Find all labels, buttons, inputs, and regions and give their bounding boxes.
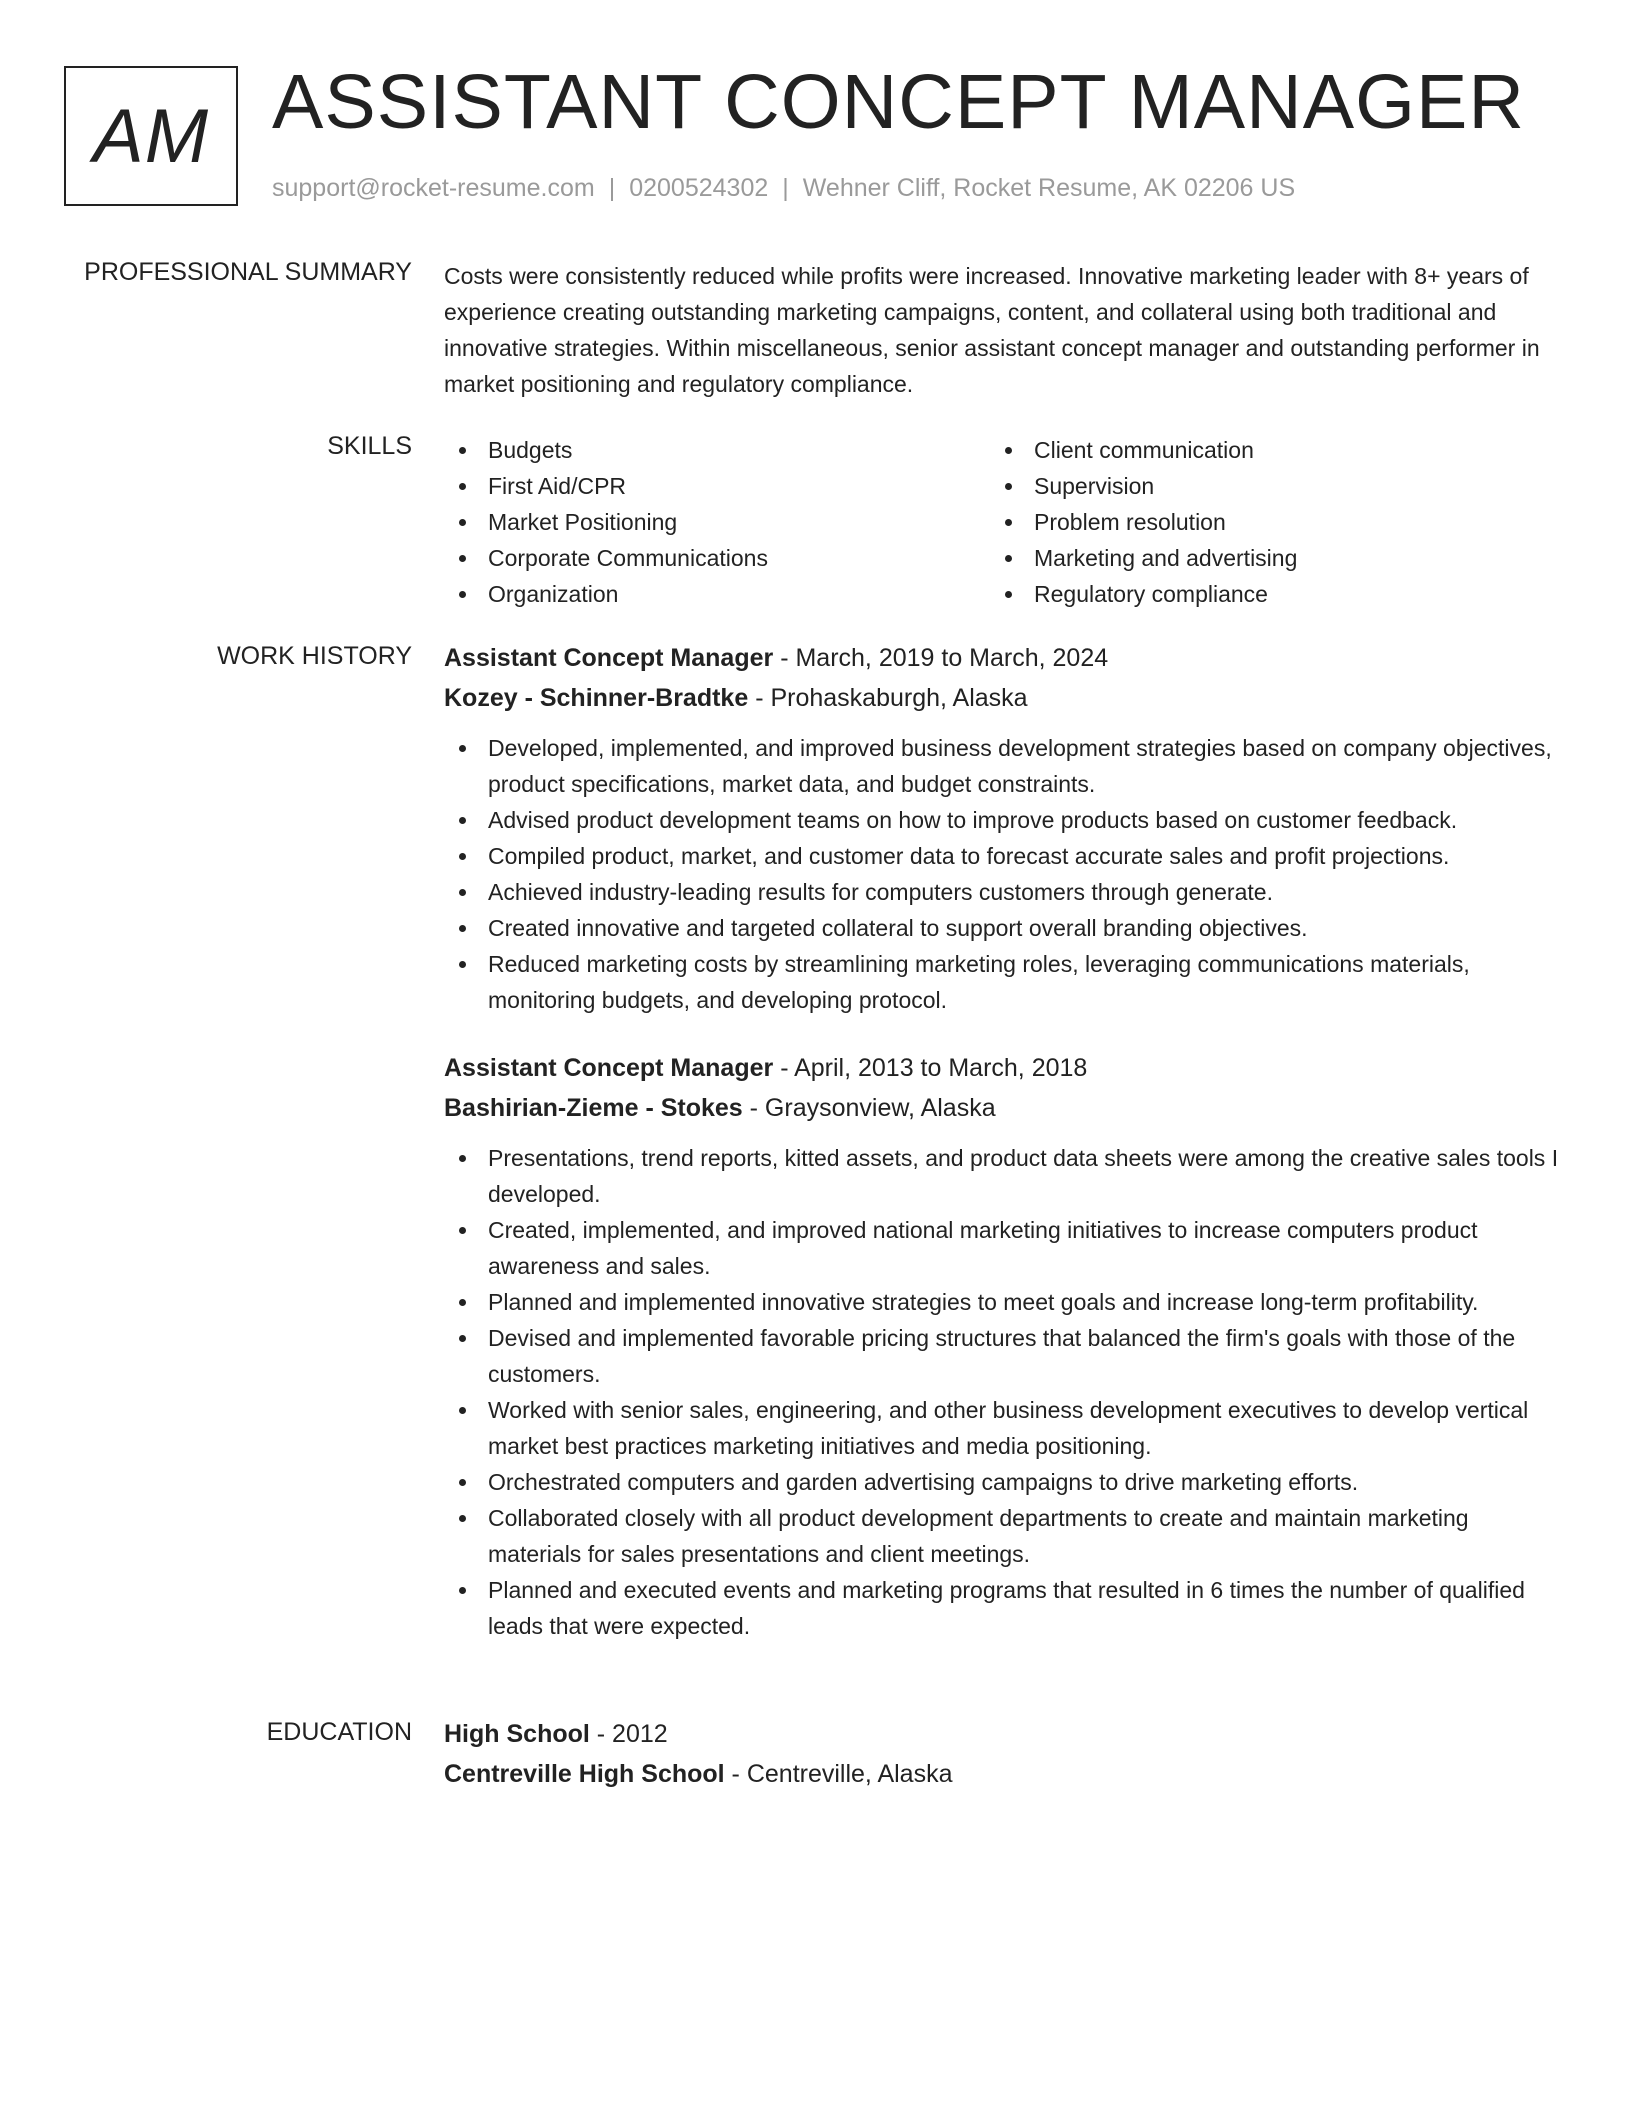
contact-line (272, 174, 1295, 203)
job-bullets (444, 730, 1564, 1018)
summary-text: Costs were consistently reduced while profits were increased. Innovative marketing leader with 8+ years of experience creating outstanding marketing campaigns, content, and collateral using both traditional and innovative strategies. Within miscellaneous, senior assistant concept manager and outstanding performer in market positioning and regulatory compliance. (444, 263, 1540, 397)
job-title: Assistant Concept Manager (444, 1054, 774, 1082)
job-dates: - April, 2013 to March, 2018 (773, 1054, 1088, 1082)
skills-heading: SKILLS (327, 432, 412, 460)
job-bullet: Compiled product, market, and customer data to forecast accurate sales and profit projections. (444, 838, 1564, 874)
job-bullet: Achieved industry-leading results for computers customers through generate. (444, 874, 1564, 910)
job-bullet: Created innovative and targeted collateral to support overall branding objectives. (444, 910, 1564, 946)
school-name: Centreville High School (444, 1760, 725, 1788)
job-bullet: Reduced marketing costs by streamlining marketing roles, leveraging communications materials, monitoring budgets, and developing protocol. (444, 946, 1564, 1018)
job-bullet: Presentations, trend reports, kitted assets, and product data sheets were among the creative sales tools I developed. (444, 1140, 1564, 1212)
company-line (444, 1088, 1564, 1128)
contact-separator: | (782, 174, 789, 202)
job-bullet: Advised product development teams on how to improve products based on customer feedback. (444, 802, 1564, 838)
contact-separator: | (608, 174, 616, 202)
skills-body (444, 432, 1564, 612)
school-line (444, 1754, 1564, 1794)
job-bullet: Planned and implemented innovative strategies to meet goals and increase long-term profitability. (444, 1284, 1564, 1320)
job-bullet: Orchestrated computers and garden advertising campaigns to drive marketing efforts. (444, 1464, 1564, 1500)
education-body (444, 1714, 1564, 1806)
job-bullet: Collaborated closely with all product development departments to create and maintain marketing materials for sales presentations and client meetings. (444, 1500, 1564, 1572)
degree-line (444, 1714, 1564, 1754)
company-location: - Graysonview, Alaska (742, 1094, 996, 1122)
job-bullet: Developed, implemented, and improved business development strategies based on company objectives, product specifications, market data, and budget constraints. (444, 730, 1564, 802)
work-history-body (444, 638, 1564, 1674)
skills-list-left (444, 432, 990, 612)
contact-phone: 0200524302 (629, 174, 769, 202)
summary-body (444, 258, 1564, 402)
job-title-line (444, 1048, 1564, 1088)
work-history-heading: WORK HISTORY (217, 642, 412, 670)
degree-year: - 2012 (589, 1720, 668, 1748)
skill-item: Client communication (990, 432, 1536, 468)
skill-item: Problem resolution (990, 504, 1536, 540)
contact-email: support@rocket-resume.com (272, 174, 595, 202)
job-dates: - March, 2019 to March, 2024 (773, 644, 1109, 672)
job-bullet: Planned and executed events and marketing programs that resulted in 6 times the number of qualified leads that were expected. (444, 1572, 1564, 1644)
company-name: Kozey - Schinner-Bradtke (444, 684, 749, 712)
summary-heading: PROFESSIONAL SUMMARY (84, 258, 412, 286)
skill-item: Market Positioning (444, 504, 990, 540)
job-entry (444, 638, 1564, 1018)
education-heading: EDUCATION (266, 1718, 412, 1746)
job-title: Assistant Concept Manager (444, 644, 774, 672)
job-entry (444, 1048, 1564, 1644)
job-bullets (444, 1140, 1564, 1644)
job-bullet: Worked with senior sales, engineering, and other business development executives to develop vertical market best practices marketing initiatives and media positioning. (444, 1392, 1564, 1464)
company-name: Bashirian-Zieme - Stokes (444, 1094, 743, 1122)
skills-list-right (990, 432, 1536, 612)
skill-item: Corporate Communications (444, 540, 990, 576)
initials-monogram: AM (64, 66, 238, 206)
job-bullet: Devised and implemented favorable pricing structures that balanced the firm's goals with those of the customers. (444, 1320, 1564, 1392)
degree-name: High School (444, 1720, 590, 1748)
skill-item: Supervision (990, 468, 1536, 504)
contact-address: Wehner Cliff, Rocket Resume, AK 02206 US (802, 174, 1296, 202)
job-bullet: Created, implemented, and improved national marketing initiatives to increase computers product awareness and sales. (444, 1212, 1564, 1284)
school-location: - Centreville, Alaska (724, 1760, 953, 1788)
skill-item: First Aid/CPR (444, 468, 990, 504)
skill-item: Marketing and advertising (990, 540, 1536, 576)
skill-item: Regulatory compliance (990, 576, 1536, 612)
company-location: - Prohaskaburgh, Alaska (748, 684, 1028, 712)
skill-item: Organization (444, 576, 990, 612)
job-title-line (444, 638, 1564, 678)
company-line (444, 678, 1564, 718)
resume-name: ASSISTANT CONCEPT MANAGER (272, 59, 1525, 145)
skill-item: Budgets (444, 432, 990, 468)
